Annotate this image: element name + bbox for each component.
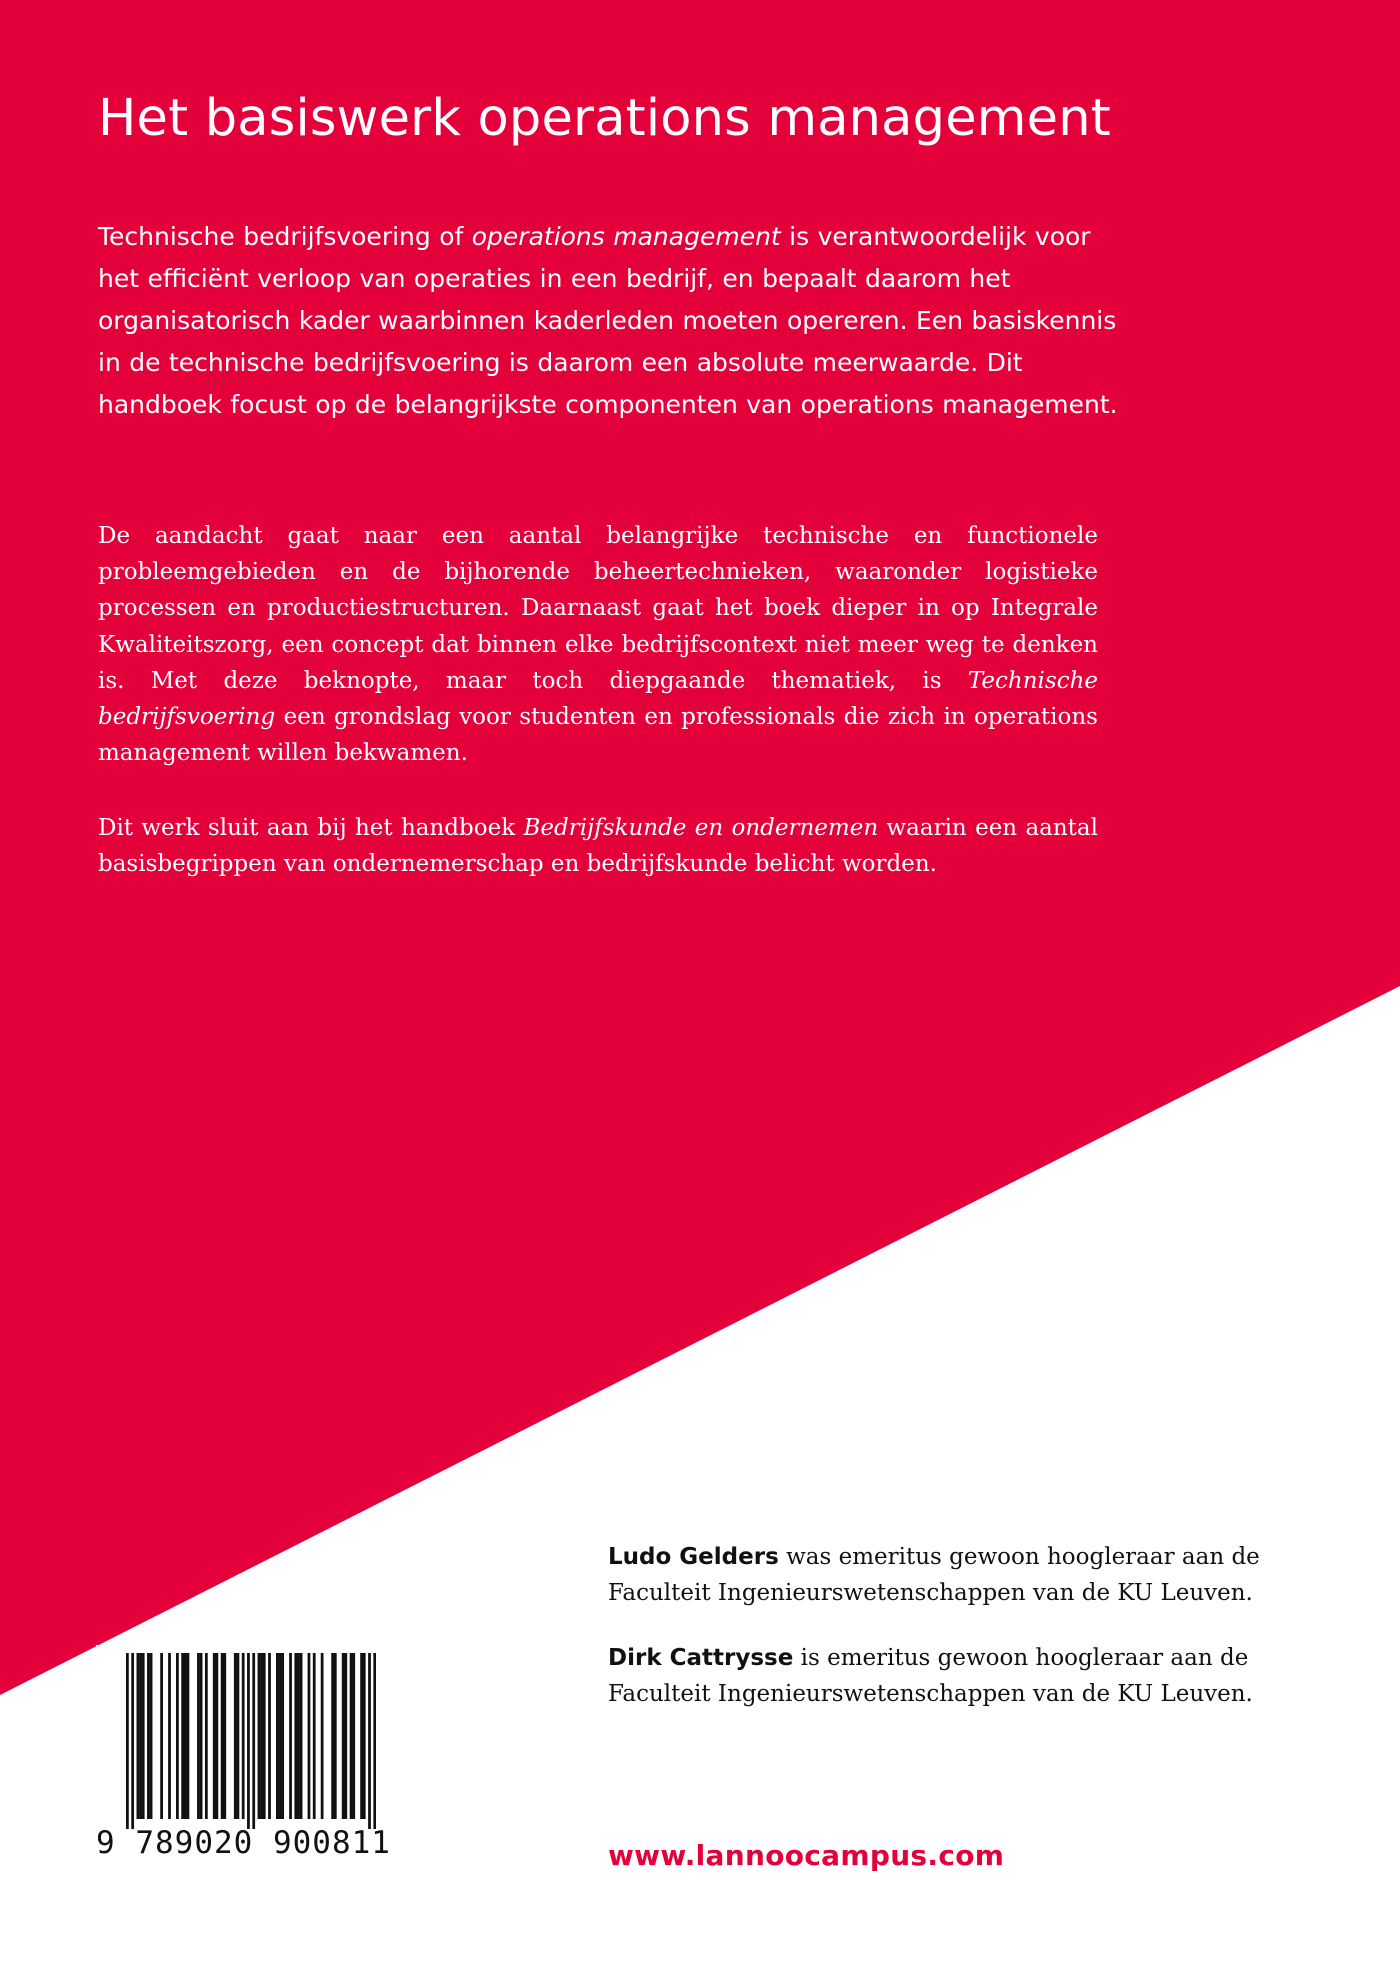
barcode-bar (187, 1653, 190, 1819)
barcode-bar (289, 1653, 292, 1819)
barcode-bar (294, 1653, 297, 1819)
barcode-bar (297, 1653, 300, 1819)
barcode-bar (321, 1653, 324, 1819)
barcode-bar (247, 1653, 250, 1829)
publisher-website-link[interactable]: www.lannoocampus.com (608, 1839, 1005, 1872)
barcode-bar (373, 1653, 376, 1829)
author-bio-1 (608, 1539, 1328, 1611)
barcode-bar (352, 1653, 355, 1819)
barcode (96, 1645, 406, 1885)
barcode-bar (252, 1653, 255, 1829)
barcode-bar (334, 1653, 337, 1819)
barcode-bar (308, 1653, 311, 1819)
barcode-bar (363, 1653, 366, 1819)
barcode-bar (350, 1653, 353, 1819)
author-name-2: Dirk Cattrysse (608, 1645, 794, 1671)
barcode-bar (142, 1653, 145, 1819)
barcode-bar (313, 1653, 316, 1819)
description-paragraph (98, 518, 1098, 771)
barcode-bar (160, 1653, 163, 1819)
barcode-bar (131, 1653, 134, 1829)
barcode-bar (360, 1653, 363, 1819)
barcode-bar (215, 1653, 218, 1819)
barcode-bar (139, 1653, 142, 1819)
author-bio-text-1: was emeritus gewoon hoogleraar aan de Faculteit Ingenieurswetenschappen van de KU Leuven. (608, 1544, 1260, 1606)
barcode-bar (281, 1653, 284, 1819)
author-bio-2 (608, 1640, 1328, 1712)
barcode-bar (147, 1653, 150, 1819)
barcode-bar (197, 1653, 200, 1819)
barcode-bar (331, 1653, 334, 1819)
description-emphasis: Technische bedrijfsvoering (98, 667, 1098, 731)
barcode-bar (234, 1653, 237, 1819)
barcode-bar (184, 1653, 187, 1819)
intro-paragraph (98, 216, 1118, 426)
barcode-bar (221, 1653, 224, 1819)
description-text-start: De aandacht gaat naar een aantal belangrijke technische en functionele probleemgebieden en de bijhorende beheertechnieken, waaronder logistieke processen en productiestructuren. Daarnaast gaat het boek dieper in op Integrale Kwaliteitszorg, een concept dat binnen elke bedrijfscontext niet meer weg te denken is. Met deze beknopte, maar toch diepgaande thematiek, is (98, 523, 1098, 694)
barcode-bar (205, 1653, 208, 1819)
intro-text-end: is verantwoordelijk voor het efficiënt verloop van operaties in een bedrijf, en bepaalt daarom het organisatorisch kader waarbinnen kaderleden moeten opereren. Een basiskennis in de technische bedrijfsvoering is daarom een absolute meerwaarde. Dit handboek focust op de belangrijkste componenten van operations management. (98, 222, 1118, 419)
related-emphasis: Bedrijfskunde en ondernemen (523, 815, 879, 841)
barcode-bar (344, 1653, 347, 1819)
barcode-bars (126, 1653, 376, 1829)
book-title: Het basiswerk operations management (98, 89, 1111, 148)
barcode-bar (258, 1653, 261, 1819)
barcode-bar (300, 1653, 303, 1819)
barcode-bar (263, 1653, 266, 1819)
description-text-end: een grondslag voor studenten en professionals die zich in operations management willen bekwamen. (98, 704, 1098, 767)
related-work-paragraph (98, 810, 1098, 882)
barcode-bar (242, 1653, 245, 1819)
barcode-bar (168, 1653, 171, 1819)
barcode-bar (213, 1653, 216, 1819)
barcode-bar (237, 1653, 240, 1819)
author-bio-text-2: is emeritus gewoon hoogleraar aan de Faculteit Ingenieurswetenschappen van de KU Leuven. (608, 1645, 1253, 1707)
barcode-bar (150, 1653, 153, 1819)
barcode-bar (368, 1653, 371, 1829)
barcode-bar (268, 1653, 271, 1819)
author-name-1: Ludo Gelders (608, 1544, 779, 1570)
related-text-start: Dit werk sluit aan bij het handboek (98, 815, 524, 841)
barcode-bar (223, 1653, 226, 1819)
intro-text-start: Technische bedrijfsvoering of (98, 222, 472, 251)
barcode-bar (342, 1653, 345, 1819)
barcode-bar (260, 1653, 263, 1819)
barcode-bar (137, 1653, 140, 1819)
barcode-bar (126, 1653, 129, 1829)
barcode-bar (176, 1653, 179, 1819)
related-text-end: waarin een aantal basisbegrippen van ondernemerschap en bedrijfskunde belicht worden. (98, 815, 1098, 878)
intro-emphasis: operations management (471, 222, 781, 251)
barcode-bar (181, 1653, 184, 1819)
barcode-bar (276, 1653, 279, 1819)
barcode-bar (279, 1653, 282, 1819)
barcode-digits: 9 789020 900811 (96, 1825, 391, 1861)
barcode-bar (200, 1653, 203, 1819)
